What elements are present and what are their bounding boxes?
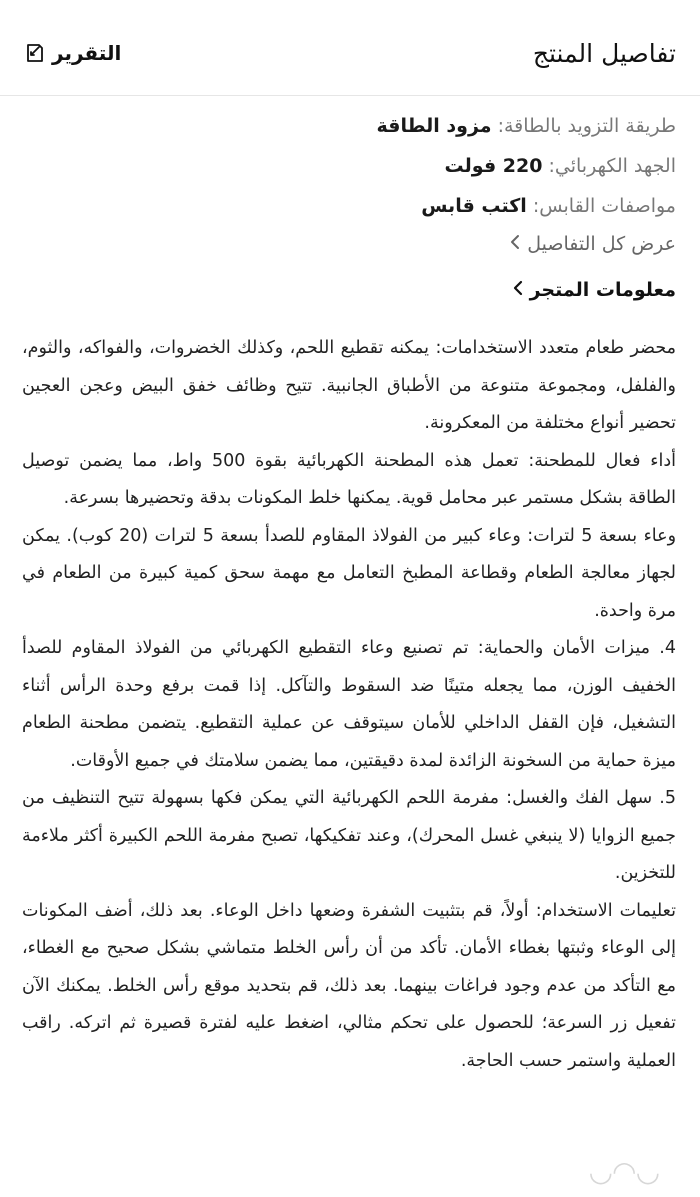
report-button[interactable] — [24, 41, 121, 65]
view-all-details-link[interactable] — [509, 233, 676, 255]
spec-value: 220 فولت — [444, 155, 543, 177]
spec-plug — [421, 193, 676, 219]
view-all-details-label: عرض كل التفاصيل — [527, 233, 676, 255]
watermark-logo: ◡◠◡ — [590, 1155, 661, 1188]
description-paragraph: 5. سهل الفك والغسل: مفرمة اللحم الكهربائية التي يمكن فكها بسهولة تتيح التنظيف من جميع الزوايا (لا ينبغي غسل المحرك)، وعند تفكيكها، تصبح مفرمة اللحم الكبيرة أكثر ملاءمة للتخزين. — [22, 788, 676, 883]
store-info-link[interactable] — [512, 279, 676, 301]
description-paragraph: وعاء بسعة 5 لترات: وعاء كبير من الفولاذ المقاوم للصدأ بسعة 5 لترات (20 كوب). يمكن لجهاز معالجة الطعام وقطاعة المطبخ التعامل مع مهمة سحق كمية كبيرة من الطعام في مرة واحدة. — [22, 525, 677, 621]
spec-value: مزود الطاقة — [376, 115, 492, 137]
spec-power-supply — [377, 113, 676, 139]
spec-voltage — [445, 153, 676, 179]
description-paragraph: تعليمات الاستخدام: أولاً، قم بتثبيت الشفرة وضعها داخل الوعاء. بعد ذلك، أضف المكونات إلى الوعاء وثبتها بغطاء الأمان. تأكد من أن رأس الخلط متماشي بشكل صحيح مع الغطاء، مع التأكد من عدم وجود فراغات بينهما. بعد ذلك، قم بتحديد موقع رأس الخلط. يمكنك الآن تفعيل زر السرعة؛ للحصول على تحكم مثالي، اضغط عليه لفترة قصيرة ثم اتركه. راقب العملية واستمر حسب الحاجة. — [22, 900, 676, 1071]
chevron-left-icon — [509, 234, 521, 254]
product-description — [22, 330, 676, 1080]
chevron-left-icon — [512, 280, 524, 300]
description-paragraph: محضر طعام متعدد الاستخدامات: يمكنه تقطيع اللحم، وكذلك الخضروات، والفواكه، والثوم، والفلفل، ومجموعة متنوعة من الأطباق الجانبية. تتيح وظائف خفق البيض وعجن العجين تحضير أنواع مختلفة من المعكرونة. — [22, 338, 676, 433]
spec-key: الجهد الكهربائي: — [548, 155, 676, 177]
spec-value: اكتب قابس — [421, 195, 527, 217]
store-info-label: معلومات المتجر — [529, 279, 676, 301]
top-bar — [0, 0, 700, 96]
description-paragraph: أداء فعال للمطحنة: تعمل هذه المطحنة الكهربائية بقوة 500 واط، مما يضمن توصيل الطاقة بشكل مستمر عبر محامل قوية. يمكنها خلط المكونات بدقة وتحضيرها بسرعة. — [22, 450, 676, 508]
description-paragraph: 4. ميزات الأمان والحماية: تم تصنيع وعاء التقطيع الكهربائي من الفولاذ المقاوم للصدأ الخفيف الوزن، مما يجعله متينًا ضد السقوط والتآكل. إذا قمت برفع وحدة الرأس أثناء التشغيل، فإن القفل الداخلي للأمان سيتوقف عن عملية التقطيع. يتضمن مطحنة الطعام ميزة حماية من السخونة الزائدة لمدة دقيقتين، مما يضمن سلامتك في جميع الأوقات. — [22, 638, 676, 771]
spec-key: طريقة التزويد بالطاقة: — [497, 115, 676, 137]
page-title: تفاصيل المنتج — [532, 39, 676, 68]
report-icon — [24, 42, 46, 64]
spec-key: مواصفات القابس: — [532, 195, 676, 217]
report-label: التقرير — [52, 41, 122, 65]
